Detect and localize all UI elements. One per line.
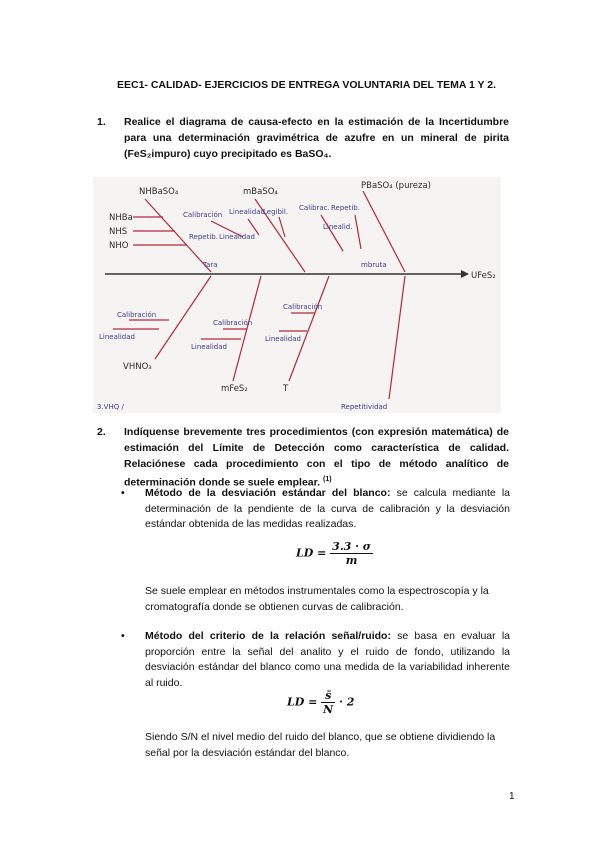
question-2-number: 2. <box>97 426 106 438</box>
formula-1-numerator: 3.3 · σ <box>332 540 371 553</box>
formula-ld-1 <box>296 540 373 567</box>
bullet-2-note: Siendo S/N el nivel medio del ruido del blanco, que se obtiene dividiendo la señal por la desviación estándar del blanco. <box>145 731 496 759</box>
question-1-text: Realice el diagrama de causa-efecto en la estimación de la Incertidumbre para una determinación gravimétrica de azufre en un mineral de pirita (FeS₂impuro) cuyo precipitado es BaSO₄. <box>124 116 509 160</box>
label-linealidad-6: Linealidad <box>265 335 301 343</box>
label-calibracion-4: Calibración <box>213 319 253 327</box>
label-t: T <box>283 384 289 394</box>
label-calibracion-1: Calibración <box>183 211 223 219</box>
formula-1-left: LD = <box>296 546 327 560</box>
question-1-number: 1. <box>97 116 106 128</box>
label-nhbaso4: NHBaSO₄ <box>139 187 179 197</box>
label-repetib-2: Repetib. <box>331 204 360 212</box>
label-calibracion-3: Calibración <box>117 311 157 319</box>
label-linealidad-4: Linealidad <box>99 333 135 341</box>
bullet-1-dot: • <box>121 487 125 499</box>
formula-2-fraction <box>321 689 335 716</box>
question-2 <box>97 424 509 491</box>
label-calibracion-5: Calibración <box>283 303 323 311</box>
formula-2-numerator: s̄ <box>321 689 335 703</box>
label-repetib-1: Repetib. <box>189 233 218 241</box>
bullet-2-title: Método del criterio de la relación señal/ruido: <box>145 630 391 642</box>
cause-effect-diagram <box>93 177 501 413</box>
label-legibil: Legibil. <box>263 208 289 216</box>
formula-2-right: · 2 <box>339 695 355 709</box>
label-nhba: NHBa <box>109 213 133 223</box>
label-vhno3: VHNO₃ <box>123 362 152 372</box>
label-repetitividad: Repetitividad <box>341 403 388 411</box>
label-mbaso4: mBaSO₄ <box>243 187 278 197</box>
label-linealidad-5: Linealidad <box>191 343 227 351</box>
question-2-text: Indíquense brevemente tres procedimientos (con expresión matemática) de estimación del Límite de Detección como característica de calidad. Relaciónese cada procedimiento con el tipo de método analítico de determinación donde se suele emplear. <box>124 426 509 489</box>
label-mfes2: mFeS₂ <box>221 384 248 394</box>
formula-2-left: LD = <box>287 695 318 709</box>
question-1 <box>97 114 509 162</box>
label-nho: NHO <box>109 241 129 251</box>
bullet-2-dot: • <box>121 630 125 642</box>
formula-2-denominator: N <box>323 703 334 716</box>
bullet-senal-ruido <box>121 629 510 691</box>
label-linealidad-1: Linealidad <box>229 208 265 216</box>
question-2-superscript: (1) <box>323 476 332 483</box>
formula-1-fraction <box>330 540 373 567</box>
effect-label: UFeS₂ <box>471 271 496 281</box>
bullet-1-note: Se suele emplear en métodos instrumentales como la espectroscopía y la cromatografía donde se obtienen curvas de calibración. <box>145 585 489 613</box>
bottom-note: 3.VHQ / <box>97 403 124 411</box>
page-title: EEC1- CALIDAD- EJERCICIOS DE ENTREGA VOLUNTARIA DEL TEMA 1 Y 2. <box>117 79 497 91</box>
label-linealid-3: Linealid. <box>323 223 353 231</box>
page-number: 1 <box>509 791 515 802</box>
label-nhs: NHS <box>109 227 128 237</box>
bullet-1-title: Método de la desviación estándar del blanco: <box>145 487 391 499</box>
bullet-desviacion-blanco <box>121 486 510 533</box>
label-calibrac-2: Calibrac. <box>299 204 330 212</box>
formula-1-denominator: m <box>345 554 358 567</box>
diagram-paper <box>93 177 501 413</box>
label-linealidad-2: Linealidad <box>219 233 255 241</box>
formula-ld-2 <box>287 689 354 716</box>
label-tara: Tara <box>203 261 218 269</box>
label-pbaso4: PBaSO₄ (pureza) <box>361 181 431 191</box>
bullet-1-text: se calcula mediante la determinación de la pendiente de la curva de calibración y la desviación estándar obtenida de las medidas realizadas. <box>145 487 510 530</box>
bullet-2-text: se basa en evaluar la proporción entre la señal del analito y el ruido de fondo, utilizando la desviación estándar del blanco como una medida de la variabilidad inherente al ruido. <box>145 630 510 689</box>
label-mbruta: mbruta <box>361 261 387 269</box>
